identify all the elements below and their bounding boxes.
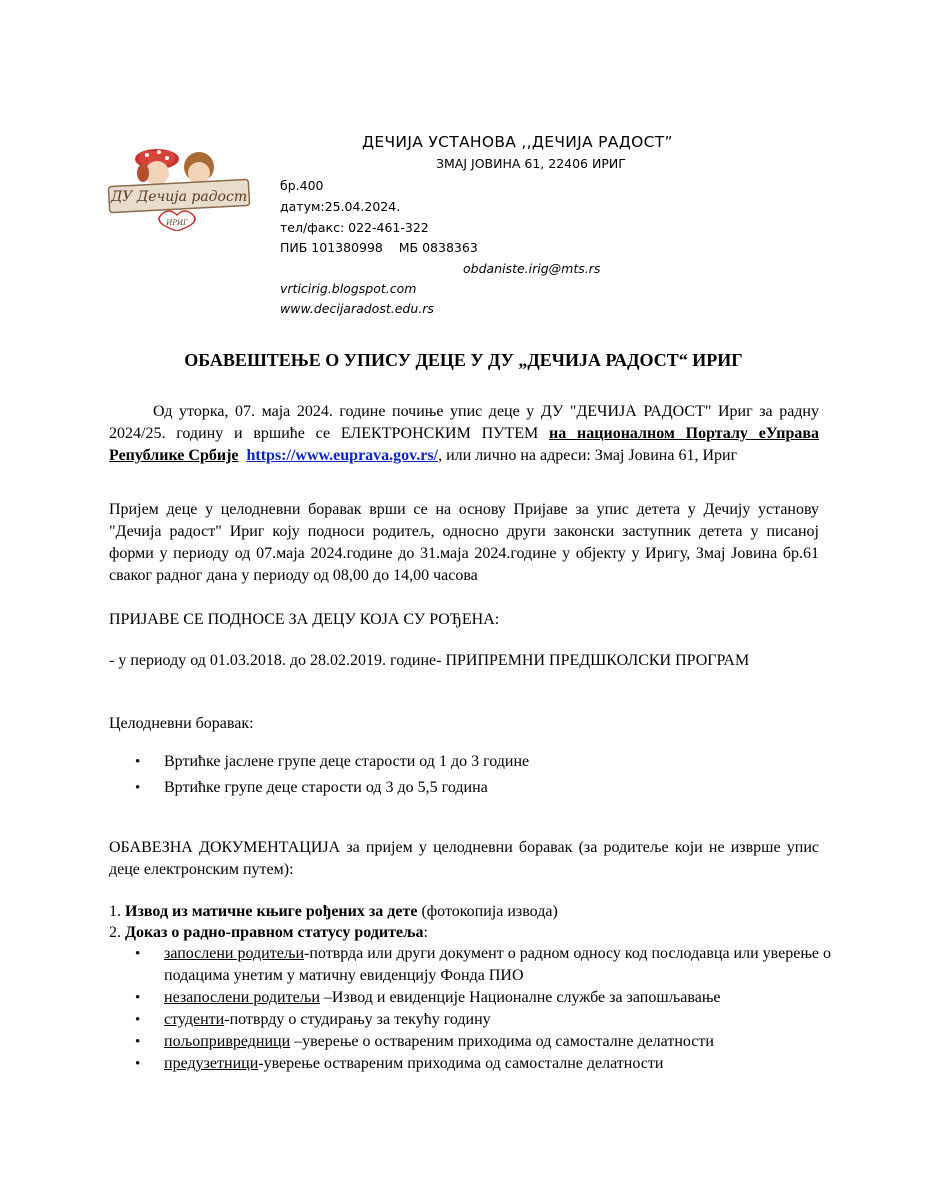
status-label: предузетници <box>164 1055 259 1072</box>
list-item <box>135 1009 835 1031</box>
status-label: запослени родитељи <box>164 945 305 962</box>
doc-item-1 <box>109 901 819 923</box>
status-label: студенти <box>164 1011 225 1028</box>
intro-text: Од уторка, 07. маја 2024. године почиње упис деце у ДУ "ДЕЧИЈА РАДОСТ" Ириг за радну 2024/25. годину и вршиће се ЕЛЕКТРОНСКИМ ПУТЕМ <box>109 403 819 442</box>
intro-tail: , или лично на адреси: Змај Јовина 61, Ириг <box>438 447 738 464</box>
doc-item-title: Извод из матичне књиге рођених за дете <box>125 903 418 920</box>
status-label: пољопривредници <box>164 1033 291 1050</box>
portal-name: на националном Порталу еУправа Републике Србије <box>109 425 820 464</box>
organization-logo <box>107 143 257 231</box>
phone-fax: тел/факс: 022-461-322 <box>280 220 429 235</box>
status-text: –Извод и евиденције Националне службе за запошљавање <box>319 989 721 1006</box>
organization-name: ДЕЧИЈА УСТАНОВА ,,ДЕЧИЈА РАДОСТ” <box>362 133 673 151</box>
website-address[interactable]: www.decijaradost.edu.rs <box>280 301 434 316</box>
svg-text:ИРИГ: ИРИГ <box>166 219 188 227</box>
list-item: • Вртићке јаслене групе деце старости од 1 до 3 године <box>135 751 835 773</box>
admission-paragraph: Пријем деце у целодневни боравак врши се на основу Пријаве за упис детета у Дечију установу "Дечија радост" Ириг коју подноси родитељ, односно други законски заступник детета у писаној форми у периоду од 07.маја 2024.године до 31.маја 2024.године у објекту у Иригу, Змај Јовина бр.61 сваког радног дана у периоду од 08,00 до 14,00 часова <box>109 501 819 584</box>
doc-item-note: (фотокопија извода) <box>417 903 558 920</box>
status-text: –уверење о оствареним приходима од самосталне делатности <box>290 1033 714 1050</box>
doc-item-note: : <box>423 924 428 941</box>
intro-paragraph <box>109 401 819 467</box>
status-text: -потврду о студирању за текућу годину <box>224 1011 491 1028</box>
svg-text:ДУ Дечија радост: ДУ Дечија радост <box>110 189 248 205</box>
doc-item-2 <box>109 922 819 944</box>
preschool-period: - у периоду од 01.03.2018. до 28.02.2019. године- ПРИПРЕМНИ ПРЕДШКОЛСКИ ПРОГРАМ <box>109 652 750 669</box>
fullday-label: Целодневни боравак: <box>109 715 254 732</box>
status-text: -потврда или други документ о радном односу код послодавца или уверење о подацима унетим у матичну евиденцију Фонда ПИО <box>164 945 831 984</box>
list-item <box>135 987 835 1009</box>
list-item <box>135 1031 835 1053</box>
doc-item-number: 2. <box>109 924 125 941</box>
email-address[interactable]: obdaniste.irig@mts.rs <box>463 261 601 276</box>
status-label: незапослени родитељи <box>164 989 320 1006</box>
status-text: -уверење оствареним приходима од самосталне делатности <box>258 1055 664 1072</box>
list-item <box>135 943 835 987</box>
documentation-intro: ОБАВЕЗНА ДОКУМЕНТАЦИЈА за пријем у целодневни боравак (за родитеље који не изврше упис деце електронским путем): <box>109 839 819 878</box>
applications-heading: ПРИЈАВЕ СЕ ПОДНОСЕ ЗА ДЕЦУ КОЈА СУ РОЂЕНА: <box>109 611 500 628</box>
document-number: бр.400 <box>280 178 324 193</box>
document-date: датум:25.04.2024. <box>280 199 401 214</box>
euprava-link[interactable]: https://www.euprava.gov.rs/ <box>246 447 439 464</box>
doc-item-number: 1. <box>109 903 125 920</box>
notice-title: ОБАВЕШТЕЊЕ О УПИСУ ДЕЦЕ У ДУ „ДЕЧИЈА РАДОСТ“ ИРИГ <box>184 350 743 370</box>
list-item <box>135 1053 835 1075</box>
employment-status-list <box>135 943 835 1075</box>
blog-address[interactable]: vrticirig.blogspot.com <box>280 281 417 296</box>
organization-address: ЗМАЈ ЈОВИНА 61, 22406 ИРИГ <box>436 156 626 171</box>
doc-item-title: Доказ о радно-правном статусу родитеља <box>125 924 424 941</box>
tax-ids: ПИБ 101380998 МБ 0838363 <box>280 240 478 255</box>
list-item: • Вртићке групе деце старости од 3 до 5,5 година <box>135 777 835 799</box>
fullday-groups-list <box>135 751 835 803</box>
